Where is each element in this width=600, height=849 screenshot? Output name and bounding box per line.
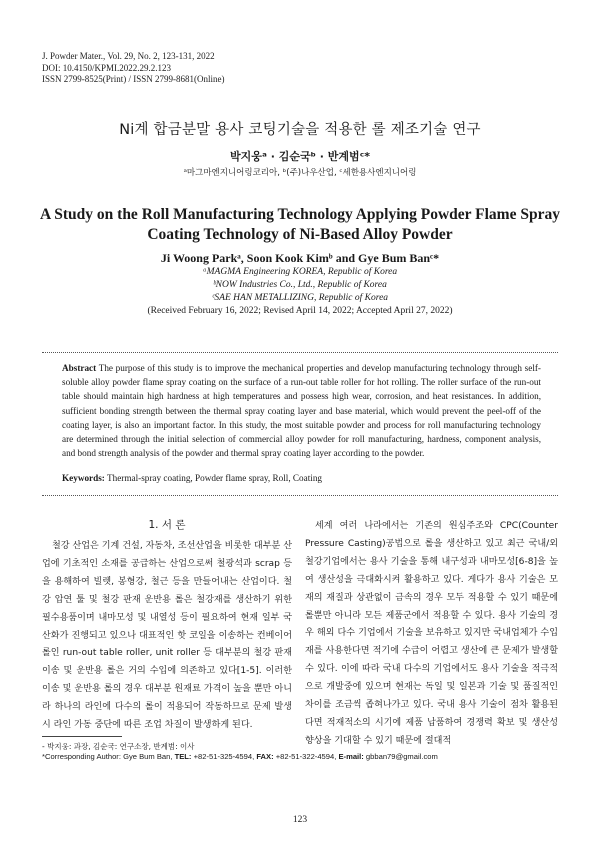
email-value: gbban79@gmail.com — [365, 752, 438, 761]
body-paragraph-left: 철강 산업은 기계 건설, 자동차, 조선산업을 비롯한 대부분 산업에 기초적인 소재를 공급하는 산업으로써 철광석과 scrap 등을 용해하여 빌렛, 봉형강, 철근 등을 만들어내는 산업이다. 철강 압연 툴 및 철강 판재 운반용 롤은 철강재를 생산하기 위한 필수용품이며 내마모성 및 내열성 등이 필요하여 현재 일부 국산화가 진행되고 있으나 대표적인 핫 코일을 이송하는 컨베이어 롤인 run-out table roller, unit roller 등 대부분의 철강 판재 이송 및 운반용 롤은 거의 수입에 의존하고 있다[1-5]. 이러한 이송 및 운반용 롤의 경우 대부분 원재료 가격이 높을 뿐만 아니라 하나의 라인에 다수의 롤이 적용되어 작동하므로 문제 발생 시 라인 가동 중단에 따른 조업 차질이 발생하게 된다. — [42, 541, 292, 731]
english-affiliation-a: ᵃMAGMA Engineering KOREA, Republic of Korea — [202, 267, 398, 277]
section-heading-introduction: 1. 서 론 — [148, 519, 186, 531]
abstract-label: Abstract — [62, 363, 97, 373]
journal-info — [42, 51, 225, 86]
received-dates: (Received February 16, 2022; Revised April 14, 2022; Accepted April 27, 2022) — [147, 306, 453, 316]
keywords-label: Keywords: — [62, 473, 105, 483]
tel-value: +82-51-325-4594, — [193, 752, 255, 761]
abstract — [62, 361, 541, 460]
english-title — [30, 205, 570, 245]
journal-doi: DOI: 10.4150/KPMI.2022.29.2.123 — [42, 62, 172, 73]
corresponding-label: *Corresponding Author: — [42, 752, 121, 761]
keywords — [62, 473, 541, 483]
abstract-text: The purpose of this study is to improve the mechanical properties and develop manufacturing technology through self-soluble alloy powder flame spray coating on the surface of a run-out table roller for hot rolling. The roller surface of the run-out table should maintain high hardness at high temperatures and possess high wear, corrosion, and heat resistances. In addition, sufficient bonding strength between the thermal spray coating layer and base material, which would prevent the peel-off of the coating layer, is also an important factor. In this study, the most suitable powder and process for roll manufacturing technology are determined through the initial selection of commercial alloy powder for roll manufacturing, hardness, component analysis, and bond strength analysis of the powder and thermal spray coating layer according to the powder. — [62, 363, 541, 459]
tel-label: TEL: — [174, 752, 192, 761]
fax-label: FAX: — [256, 752, 274, 761]
english-affiliation-b: ᵇNOW Industries Co., Ltd., Republic of Korea — [213, 280, 387, 290]
english-title-line-1: A Study on the Roll Manufacturing Technology Applying Powder Flame Spray — [40, 206, 560, 223]
fax-value: +82-51-322-4594, — [275, 752, 337, 761]
korean-authors: 박지웅ᵃ · 김순국ᵇ · 반계범ᶜ* — [230, 150, 370, 163]
email-label: E-mail: — [338, 752, 364, 761]
korean-title: Ni계 합금분말 용사 코팅기술을 적용한 롤 제조기술 연구 — [119, 122, 481, 138]
journal-issn: ISSN 2799-8525(Print) / ISSN 2799-8681(Online) — [42, 74, 225, 85]
journal-citation: J. Powder Mater., Vol. 29, No. 2, 123-131, 2022 — [42, 51, 215, 61]
english-authors: Ji Woong Parkᵃ, Soon Kook Kimᵇ and Gye Bum Banᶜ* — [160, 251, 440, 265]
footnote-positions: - 박지웅: 과장, 김순국: 연구소장, 반계범: 이사 — [42, 742, 195, 751]
english-title-line-2: Coating Technology of Ni-Based Alloy Powder — [147, 226, 453, 243]
page-number: 123 — [292, 815, 308, 825]
footnote-corresponding-author — [42, 752, 562, 761]
english-affiliation-c: ᶜSAE HAN METALLIZING, Republic of Korea — [211, 293, 389, 303]
footnote-divider — [42, 736, 122, 737]
body-paragraph-right: 세계 여러 나라에서는 기존의 원심주조와 CPC(Counter Pressure Casting)공법으로 롤을 생산하고 있고 최근 국내/외 철강기업에서는 용사 기술을 통해 내구성과 내마모성[6-8]을 높여 생산성을 극대화시켜 활용하고 있다. 게다가 용사 기술은 모재의 재질과 상관없이 금속의 경우 모두 적용할 수 있기 때문에 롤뿐만 아니라 모든 제품군에서 적용할 수 있다. 용사 기술의 경우 해외 다수 기업에서 기술을 보유하고 있지만 국내업체가 수입재를 사용한다면 적기에 수급이 어렵고 생산에 큰 문제가 발생할 수 있다. 이에 따라 국내 다수의 기업에서도 용사 기술을 적극적으로 개발중에 있으며 현재는 독일 및 일본과 기술 및 품질적인 차이를 조금씩 좁혀나가고 있다. 국내 용사 기술이 점차 활용된다면 적재적소의 시기에 제품 납품하여 경쟁력 확보 및 생산성 향상을 기대할 수 있기 때문에 절대적 — [305, 521, 558, 746]
korean-affiliations: ᵃ마그마엔지니어링코리아, ᵇ(주)나우산업, ᶜ세한용사엔지니어링 — [183, 168, 417, 178]
keywords-text: Thermal-spray coating, Powder flame spray, Roll, Coating — [107, 473, 323, 483]
corresponding-name: Gye Bum Ban, — [123, 752, 173, 761]
